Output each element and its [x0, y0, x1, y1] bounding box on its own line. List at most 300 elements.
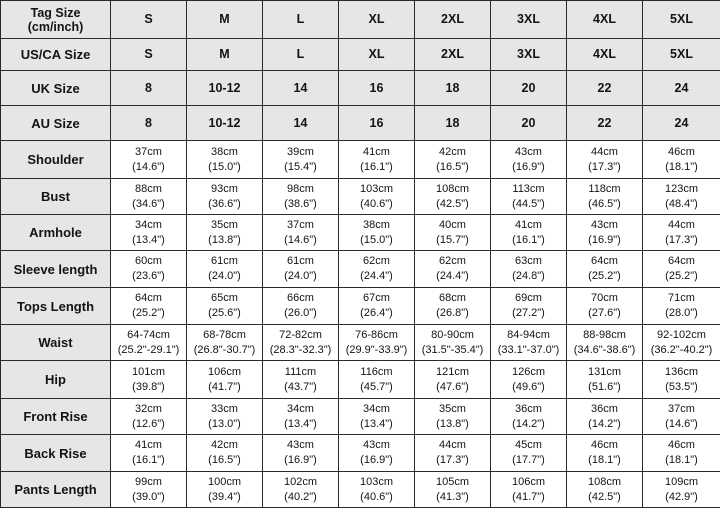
measurement-cell: [339, 141, 415, 179]
size-cell: 24: [643, 106, 720, 141]
measurement-cell: [643, 288, 720, 325]
value-cm: 46cm: [643, 145, 720, 160]
value-inch: (38.6"): [263, 197, 338, 212]
value-cm: 131cm: [567, 365, 642, 380]
size-header-cell: 2XL: [415, 1, 491, 39]
value-cm: 105cm: [415, 475, 490, 490]
value-cm: 99cm: [111, 475, 186, 490]
value-inch: (46.5"): [567, 197, 642, 212]
value-cm: 64cm: [643, 254, 720, 269]
value-inch: (18.1"): [643, 160, 720, 175]
value-inch: (42.5"): [567, 490, 642, 505]
measurement-cell: [187, 325, 263, 361]
size-cell: 18: [415, 106, 491, 141]
value-cm: 136cm: [643, 365, 720, 380]
value-inch: (26.0"): [263, 306, 338, 321]
value-cm: 36cm: [491, 402, 566, 417]
measurement-cell: [263, 179, 339, 215]
value-cm: 109cm: [643, 475, 720, 490]
value-cm: 101cm: [111, 365, 186, 380]
size-cell: 5XL: [643, 39, 720, 71]
value-inch: (33.1"-37.0"): [491, 343, 566, 358]
measurement-row: [1, 288, 720, 325]
value-cm: 108cm: [567, 475, 642, 490]
size-header-cell: S: [111, 1, 187, 39]
row-label: Back Rise: [1, 435, 111, 472]
value-cm: 84-94cm: [491, 328, 566, 343]
value-cm: 42cm: [415, 145, 490, 160]
value-inch: (12.6"): [111, 417, 186, 432]
measurement-cell: [187, 251, 263, 288]
size-cell: 16: [339, 106, 415, 141]
value-inch: (14.2"): [567, 417, 642, 432]
measurement-cell: [643, 472, 720, 508]
value-inch: (18.1"): [567, 453, 642, 468]
value-cm: 123cm: [643, 182, 720, 197]
value-cm: 61cm: [263, 254, 338, 269]
value-cm: 40cm: [415, 218, 490, 233]
value-inch: (40.6"): [339, 490, 414, 505]
measurement-cell: [567, 179, 643, 215]
measurement-cell: [111, 435, 187, 472]
measurement-cell: [491, 472, 567, 508]
size-cell: 8: [111, 71, 187, 106]
value-inch: (26.8"): [415, 306, 490, 321]
size-header-cell: M: [187, 1, 263, 39]
value-inch: (48.4"): [643, 197, 720, 212]
value-cm: 118cm: [567, 182, 642, 197]
value-inch: (24.4"): [415, 269, 490, 284]
measurement-cell: [491, 215, 567, 251]
value-inch: (25.2"): [567, 269, 642, 284]
size-cell: 3XL: [491, 39, 567, 71]
value-inch: (45.7"): [339, 380, 414, 395]
value-cm: 34cm: [111, 218, 186, 233]
measurement-cell: [567, 472, 643, 508]
value-cm: 64-74cm: [111, 328, 186, 343]
measurement-cell: [567, 399, 643, 435]
value-cm: 103cm: [339, 475, 414, 490]
measurement-cell: [111, 179, 187, 215]
value-cm: 35cm: [415, 402, 490, 417]
measurement-cell: [263, 472, 339, 508]
value-cm: 46cm: [643, 438, 720, 453]
measurement-cell: [491, 325, 567, 361]
value-inch: (42.9"): [643, 490, 720, 505]
value-cm: 71cm: [643, 291, 720, 306]
measurement-cell: [339, 399, 415, 435]
size-cell: 14: [263, 71, 339, 106]
value-cm: 66cm: [263, 291, 338, 306]
value-cm: 93cm: [187, 182, 262, 197]
value-inch: (16.9"): [567, 233, 642, 248]
value-inch: (43.7"): [263, 380, 338, 395]
measurement-cell: [339, 288, 415, 325]
value-inch: (17.7"): [491, 453, 566, 468]
measurement-cell: [643, 215, 720, 251]
measurement-cell: [263, 288, 339, 325]
value-inch: (41.7"): [491, 490, 566, 505]
value-cm: 46cm: [567, 438, 642, 453]
value-inch: (13.0"): [187, 417, 262, 432]
value-cm: 88-98cm: [567, 328, 642, 343]
measurement-cell: [567, 141, 643, 179]
size-row: [1, 71, 720, 106]
tag-size-header: [1, 1, 111, 39]
measurement-cell: [415, 435, 491, 472]
measurement-cell: [491, 288, 567, 325]
size-cell: XL: [339, 39, 415, 71]
measurement-cell: [339, 325, 415, 361]
value-inch: (16.1"): [339, 160, 414, 175]
value-cm: 80-90cm: [415, 328, 490, 343]
size-row: [1, 106, 720, 141]
size-chart-body: [1, 1, 720, 508]
value-inch: (49.6"): [491, 380, 566, 395]
measurement-cell: [491, 435, 567, 472]
value-cm: 43cm: [491, 145, 566, 160]
value-cm: 62cm: [415, 254, 490, 269]
header-row: [1, 1, 720, 39]
value-cm: 67cm: [339, 291, 414, 306]
value-inch: (24.0"): [263, 269, 338, 284]
measurement-cell: [491, 141, 567, 179]
value-cm: 37cm: [643, 402, 720, 417]
measurement-cell: [643, 251, 720, 288]
value-cm: 41cm: [111, 438, 186, 453]
value-cm: 38cm: [339, 218, 414, 233]
measurement-cell: [567, 435, 643, 472]
measurement-row: [1, 399, 720, 435]
size-header-cell: 3XL: [491, 1, 567, 39]
measurement-cell: [187, 435, 263, 472]
measurement-cell: [415, 399, 491, 435]
value-inch: (42.5"): [415, 197, 490, 212]
row-label: AU Size: [1, 106, 111, 141]
size-header-cell: 5XL: [643, 1, 720, 39]
row-label: Pants Length: [1, 472, 111, 508]
measurement-cell: [491, 399, 567, 435]
value-cm: 61cm: [187, 254, 262, 269]
value-inch: (24.0"): [187, 269, 262, 284]
value-cm: 33cm: [187, 402, 262, 417]
size-cell: 18: [415, 71, 491, 106]
value-inch: (13.8"): [415, 417, 490, 432]
value-cm: 43cm: [567, 218, 642, 233]
value-cm: 34cm: [339, 402, 414, 417]
value-inch: (16.5"): [415, 160, 490, 175]
measurement-cell: [643, 179, 720, 215]
row-label: UK Size: [1, 71, 111, 106]
value-cm: 44cm: [415, 438, 490, 453]
size-cell: 14: [263, 106, 339, 141]
size-cell: M: [187, 39, 263, 71]
value-inch: (39.4"): [187, 490, 262, 505]
measurement-cell: [415, 472, 491, 508]
value-cm: 37cm: [263, 218, 338, 233]
value-inch: (39.8"): [111, 380, 186, 395]
measurement-cell: [643, 141, 720, 179]
measurement-row: [1, 141, 720, 179]
measurement-cell: [491, 251, 567, 288]
row-label: Tops Length: [1, 288, 111, 325]
value-inch: (15.7"): [415, 233, 490, 248]
value-inch: (25.6"): [187, 306, 262, 321]
measurement-cell: [111, 141, 187, 179]
value-cm: 103cm: [339, 182, 414, 197]
measurement-cell: [643, 399, 720, 435]
size-header-cell: XL: [339, 1, 415, 39]
size-cell: L: [263, 39, 339, 71]
size-cell: 20: [491, 106, 567, 141]
measurement-cell: [567, 361, 643, 399]
value-inch: (17.3"): [567, 160, 642, 175]
measurement-cell: [111, 288, 187, 325]
measurement-row: [1, 215, 720, 251]
value-inch: (40.2"): [263, 490, 338, 505]
measurement-cell: [263, 141, 339, 179]
value-cm: 45cm: [491, 438, 566, 453]
value-inch: (14.6"): [111, 160, 186, 175]
value-inch: (31.5"-35.4"): [415, 343, 490, 358]
value-cm: 63cm: [491, 254, 566, 269]
size-cell: 10-12: [187, 106, 263, 141]
size-cell: 22: [567, 71, 643, 106]
value-cm: 60cm: [111, 254, 186, 269]
measurement-cell: [491, 179, 567, 215]
value-inch: (15.0"): [187, 160, 262, 175]
value-inch: (26.8"-30.7"): [187, 343, 262, 358]
measurement-cell: [339, 215, 415, 251]
value-cm: 106cm: [187, 365, 262, 380]
size-cell: 24: [643, 71, 720, 106]
value-inch: (15.4"): [263, 160, 338, 175]
measurement-cell: [567, 288, 643, 325]
value-cm: 108cm: [415, 182, 490, 197]
measurement-cell: [187, 399, 263, 435]
value-inch: (25.2"): [643, 269, 720, 284]
measurement-cell: [111, 251, 187, 288]
value-cm: 39cm: [263, 145, 338, 160]
value-cm: 72-82cm: [263, 328, 338, 343]
size-header-cell: L: [263, 1, 339, 39]
value-inch: (41.7"): [187, 380, 262, 395]
value-inch: (27.2"): [491, 306, 566, 321]
measurement-cell: [187, 288, 263, 325]
value-cm: 65cm: [187, 291, 262, 306]
value-cm: 64cm: [111, 291, 186, 306]
value-cm: 113cm: [491, 182, 566, 197]
value-cm: 121cm: [415, 365, 490, 380]
measurement-cell: [263, 251, 339, 288]
tag-size-label: Tag Size: [1, 6, 110, 20]
measurement-cell: [339, 472, 415, 508]
value-inch: (25.2"-29.1"): [111, 343, 186, 358]
size-row: [1, 39, 720, 71]
measurement-row: [1, 179, 720, 215]
measurement-cell: [187, 472, 263, 508]
value-inch: (41.3"): [415, 490, 490, 505]
value-inch: (25.2"): [111, 306, 186, 321]
measurement-cell: [339, 251, 415, 288]
size-cell: 4XL: [567, 39, 643, 71]
value-inch: (24.4"): [339, 269, 414, 284]
measurement-cell: [567, 325, 643, 361]
value-cm: 41cm: [339, 145, 414, 160]
row-label: Waist: [1, 325, 111, 361]
value-cm: 68-78cm: [187, 328, 262, 343]
value-inch: (28.0"): [643, 306, 720, 321]
value-cm: 106cm: [491, 475, 566, 490]
value-inch: (14.2"): [491, 417, 566, 432]
measurement-cell: [263, 325, 339, 361]
tag-size-unit: (cm/inch): [1, 20, 110, 34]
value-cm: 102cm: [263, 475, 338, 490]
measurement-cell: [415, 251, 491, 288]
value-inch: (53.5"): [643, 380, 720, 395]
value-inch: (24.8"): [491, 269, 566, 284]
value-inch: (16.1"): [491, 233, 566, 248]
measurement-cell: [415, 179, 491, 215]
value-inch: (26.4"): [339, 306, 414, 321]
measurement-row: [1, 361, 720, 399]
measurement-cell: [643, 325, 720, 361]
measurement-cell: [111, 361, 187, 399]
row-label: Hip: [1, 361, 111, 399]
value-cm: 100cm: [187, 475, 262, 490]
measurement-cell: [339, 179, 415, 215]
row-label: Sleeve length: [1, 251, 111, 288]
measurement-cell: [567, 215, 643, 251]
value-cm: 126cm: [491, 365, 566, 380]
value-inch: (23.6"): [111, 269, 186, 284]
value-inch: (13.4"): [263, 417, 338, 432]
value-cm: 44cm: [567, 145, 642, 160]
measurement-cell: [111, 215, 187, 251]
value-cm: 111cm: [263, 365, 338, 380]
value-inch: (34.6"-38.6"): [567, 343, 642, 358]
value-cm: 69cm: [491, 291, 566, 306]
value-cm: 116cm: [339, 365, 414, 380]
value-inch: (14.6"): [263, 233, 338, 248]
value-cm: 41cm: [491, 218, 566, 233]
value-cm: 92-102cm: [643, 328, 720, 343]
value-cm: 44cm: [643, 218, 720, 233]
value-cm: 36cm: [567, 402, 642, 417]
size-cell: 16: [339, 71, 415, 106]
value-inch: (17.3"): [415, 453, 490, 468]
measurement-cell: [415, 141, 491, 179]
row-label: Shoulder: [1, 141, 111, 179]
measurement-cell: [187, 179, 263, 215]
size-header-cell: 4XL: [567, 1, 643, 39]
value-inch: (29.9"-33.9"): [339, 343, 414, 358]
value-cm: 35cm: [187, 218, 262, 233]
value-cm: 43cm: [263, 438, 338, 453]
row-label: Bust: [1, 179, 111, 215]
value-inch: (18.1"): [643, 453, 720, 468]
measurement-row: [1, 435, 720, 472]
size-cell: 20: [491, 71, 567, 106]
value-cm: 42cm: [187, 438, 262, 453]
measurement-cell: [263, 361, 339, 399]
size-cell: 8: [111, 106, 187, 141]
row-label: Front Rise: [1, 399, 111, 435]
value-inch: (13.4"): [339, 417, 414, 432]
value-cm: 70cm: [567, 291, 642, 306]
value-inch: (34.6"): [111, 197, 186, 212]
measurement-row: [1, 251, 720, 288]
value-inch: (36.6"): [187, 197, 262, 212]
measurement-cell: [187, 215, 263, 251]
measurement-cell: [415, 361, 491, 399]
measurement-cell: [187, 141, 263, 179]
value-cm: 68cm: [415, 291, 490, 306]
measurement-cell: [263, 399, 339, 435]
measurement-cell: [415, 288, 491, 325]
measurement-cell: [111, 472, 187, 508]
measurement-cell: [567, 251, 643, 288]
value-cm: 62cm: [339, 254, 414, 269]
value-cm: 34cm: [263, 402, 338, 417]
measurement-cell: [415, 325, 491, 361]
value-inch: (16.1"): [111, 453, 186, 468]
row-label: US/CA Size: [1, 39, 111, 71]
size-cell: S: [111, 39, 187, 71]
value-cm: 38cm: [187, 145, 262, 160]
measurement-cell: [339, 361, 415, 399]
value-cm: 37cm: [111, 145, 186, 160]
value-inch: (51.6"): [567, 380, 642, 395]
measurement-cell: [491, 361, 567, 399]
size-cell: 2XL: [415, 39, 491, 71]
measurement-cell: [643, 435, 720, 472]
measurement-cell: [643, 361, 720, 399]
value-cm: 32cm: [111, 402, 186, 417]
value-inch: (16.9"): [263, 453, 338, 468]
value-inch: (27.6"): [567, 306, 642, 321]
value-inch: (15.0"): [339, 233, 414, 248]
value-cm: 43cm: [339, 438, 414, 453]
measurement-cell: [263, 435, 339, 472]
value-cm: 98cm: [263, 182, 338, 197]
value-inch: (28.3"-32.3"): [263, 343, 338, 358]
size-cell: 10-12: [187, 71, 263, 106]
value-inch: (17.3"): [643, 233, 720, 248]
value-cm: 76-86cm: [339, 328, 414, 343]
value-inch: (36.2"-40.2"): [643, 343, 720, 358]
size-cell: 22: [567, 106, 643, 141]
measurement-cell: [111, 325, 187, 361]
value-inch: (16.5"): [187, 453, 262, 468]
measurement-row: [1, 472, 720, 508]
value-inch: (47.6"): [415, 380, 490, 395]
value-inch: (16.9"): [491, 160, 566, 175]
value-inch: (14.6"): [643, 417, 720, 432]
value-inch: (44.5"): [491, 197, 566, 212]
value-cm: 64cm: [567, 254, 642, 269]
measurement-cell: [187, 361, 263, 399]
measurement-cell: [111, 399, 187, 435]
row-label: Armhole: [1, 215, 111, 251]
value-inch: (13.4"): [111, 233, 186, 248]
value-cm: 88cm: [111, 182, 186, 197]
measurement-cell: [263, 215, 339, 251]
measurement-cell: [415, 215, 491, 251]
value-inch: (39.0"): [111, 490, 186, 505]
value-inch: (13.8"): [187, 233, 262, 248]
measurement-cell: [339, 435, 415, 472]
